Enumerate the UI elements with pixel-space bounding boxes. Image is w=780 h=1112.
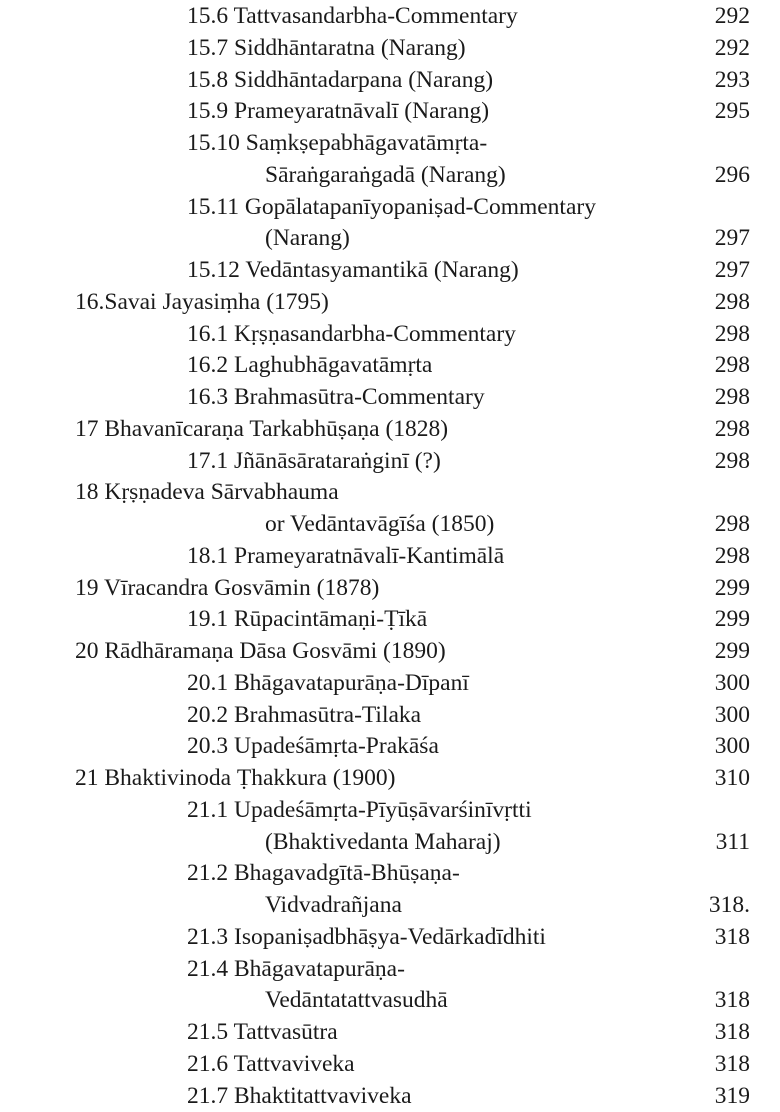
toc-entry-continuation (0, 984, 780, 1016)
toc-section-entry (0, 32, 780, 64)
toc-entry-title: 15.10 Saṃkṣepabhāgavatāmṛta- (187, 130, 488, 156)
toc-page-number: 297 (714, 225, 750, 252)
toc-entry-title: 21.4 Bhāgavatapurāṇa- (187, 955, 405, 982)
toc-page-number: 318 (714, 1050, 750, 1077)
toc-page-number: 295 (714, 98, 750, 125)
toc-entry-title: 17.1 Jñānāsārataraṅginī (?) (187, 447, 441, 474)
toc-section-entry (0, 349, 780, 381)
toc-section-entry (0, 540, 780, 572)
toc-entry-title: Vedāntatattvasudhā (265, 987, 448, 1014)
toc-section-entry (0, 730, 780, 762)
toc-page-number: 297 (714, 257, 750, 283)
toc-section-entry (0, 953, 780, 985)
toc-entry-title: 15.9 Prameyaratnāvalī (Narang) (187, 98, 490, 125)
toc-entry-title: 16.1 Kṛṣṇasandarbha-Commentary (187, 320, 516, 347)
toc-page-number: 318. (708, 892, 750, 918)
toc-section-entry (0, 1048, 780, 1080)
toc-chapter-entry (0, 572, 780, 604)
toc-page-number: 300 (714, 669, 750, 696)
toc-entry-title: 21.6 Tattvaviveka (187, 1050, 355, 1077)
toc-entry-title: or Vedāntavāgīśa (1850) (265, 511, 495, 537)
toc-page-number: 299 (714, 606, 750, 633)
toc-page-number: 299 (714, 638, 750, 664)
toc-section-entry (0, 699, 780, 731)
toc-section-entry (0, 95, 780, 127)
toc-page-number: 298 (714, 384, 750, 410)
toc-section-entry (0, 857, 780, 889)
toc-chapter-entry (0, 286, 780, 318)
toc-entry-title: 21.2 Bhagavadgītā-Bhūṣaṇa- (187, 860, 460, 887)
toc-entry-continuation (0, 159, 780, 191)
toc-page-number: 318 (714, 987, 750, 1014)
toc-page-number: 318 (714, 923, 750, 950)
toc-page-number: 292 (714, 34, 750, 61)
toc-chapter-entry (0, 635, 780, 667)
toc-entry-title: 17 Bhavanīcaraṇa Tarkabhūṣaṇa (1828) (75, 415, 449, 442)
toc-section-entry (0, 254, 780, 286)
toc-section-entry (0, 1080, 780, 1112)
toc-page-number: 298 (714, 511, 750, 537)
toc-section-entry (0, 64, 780, 96)
toc-page-number: 298 (714, 415, 750, 442)
toc-page-number: 300 (714, 701, 750, 728)
toc-entry-title: 18.1 Prameyaratnāvalī-Kantimālā (187, 542, 505, 569)
toc-entry-title: 19 Vīracandra Gosvāmin (1878) (75, 574, 380, 601)
toc-section-entry (0, 1016, 780, 1048)
toc-section-entry (0, 191, 780, 223)
toc-section-entry (0, 381, 780, 413)
toc-entry-title: 20.1 Bhāgavatapurāṇa-Dīpanī (187, 669, 469, 696)
toc-entry-title: (Bhaktivedanta Maharaj) (265, 828, 501, 855)
toc-page-number: 298 (714, 320, 750, 347)
toc-entry-title: 15.7 Siddhāntaratna (Narang) (187, 34, 466, 61)
toc-chapter-entry (0, 413, 780, 445)
toc-entry-title: 20.3 Upadeśāmṛta-Prakāśa (187, 733, 439, 760)
toc-entry-title: 21.5 Tattvasūtra (187, 1019, 338, 1045)
toc-page-number: 319 (714, 1082, 750, 1109)
toc-section-entry (0, 445, 780, 477)
toc-entry-title: 21 Bhaktivinoda Ṭhakkura (1900) (75, 765, 396, 791)
toc-entry-title: 15.11 Gopālatapanīyopaniṣad-Commentary (187, 193, 596, 220)
toc-entry-title: 21.7 Bhaktitattvaviveka (187, 1082, 412, 1109)
toc-page-number: 293 (714, 66, 750, 93)
toc-entry-title: 19.1 Rūpacintāmaṇi-Ṭīkā (187, 606, 428, 633)
toc-section-entry (0, 127, 780, 159)
toc-entry-continuation (0, 222, 780, 254)
toc-entry-title: 16.Savai Jayasiṃha (1795) (75, 288, 329, 315)
toc-entry-title: 20.2 Brahmasūtra-Tilaka (187, 701, 422, 728)
toc-page-number: 298 (714, 447, 750, 474)
toc-entry-title: 16.2 Laghubhāgavatāmṛta (187, 352, 433, 379)
toc-page-number: 292 (714, 3, 750, 29)
toc-section-entry (0, 0, 780, 32)
toc-page-number: 298 (714, 542, 750, 569)
toc-section-entry (0, 318, 780, 350)
toc-entry-title: 16.3 Brahmasūtra-Commentary (187, 384, 485, 410)
toc-section-entry (0, 667, 780, 699)
toc-page-number: 318 (714, 1019, 750, 1045)
toc-section-entry (0, 921, 780, 953)
toc-section-entry (0, 603, 780, 635)
toc-chapter-entry (0, 476, 780, 508)
toc-section-entry (0, 794, 780, 826)
toc-entry-title: 20 Rādhāramaṇa Dāsa Gosvāmi (1890) (75, 638, 446, 664)
toc-entry-title: Sāraṅgaraṅgadā (Narang) (265, 161, 506, 188)
toc-page-number: 298 (714, 288, 750, 315)
toc-entry-title: (Narang) (265, 225, 350, 252)
toc-entry-title: 15.6 Tattvasandarbha-Commentary (187, 3, 518, 29)
toc-entry-title: 15.12 Vedāntasyamantikā (Narang) (187, 257, 519, 283)
toc-entry-title: 18 Kṛṣṇadeva Sārvabhauma (75, 479, 339, 506)
toc-entry-continuation (0, 508, 780, 540)
toc-page-number: 300 (714, 733, 750, 760)
toc-entry-title: Vidvadrañjana (265, 892, 402, 918)
toc-page-number: 298 (714, 352, 750, 379)
toc-chapter-entry (0, 762, 780, 794)
toc-entry-title: 15.8 Siddhāntadarpana (Narang) (187, 66, 494, 93)
toc-page-number: 296 (714, 161, 750, 188)
toc-entry-continuation (0, 889, 780, 921)
toc-page-number: 310 (714, 765, 750, 791)
toc-page-number: 311 (715, 828, 750, 855)
toc-entry-continuation (0, 826, 780, 858)
toc-entry-title: 21.1 Upadeśāmṛta-Pīyūṣāvarśinīvṛtti (187, 796, 532, 823)
toc-entry-title: 21.3 Isopaniṣadbhāṣya-Vedārkadīdhiti (187, 923, 546, 950)
toc-page-number: 299 (714, 574, 750, 601)
